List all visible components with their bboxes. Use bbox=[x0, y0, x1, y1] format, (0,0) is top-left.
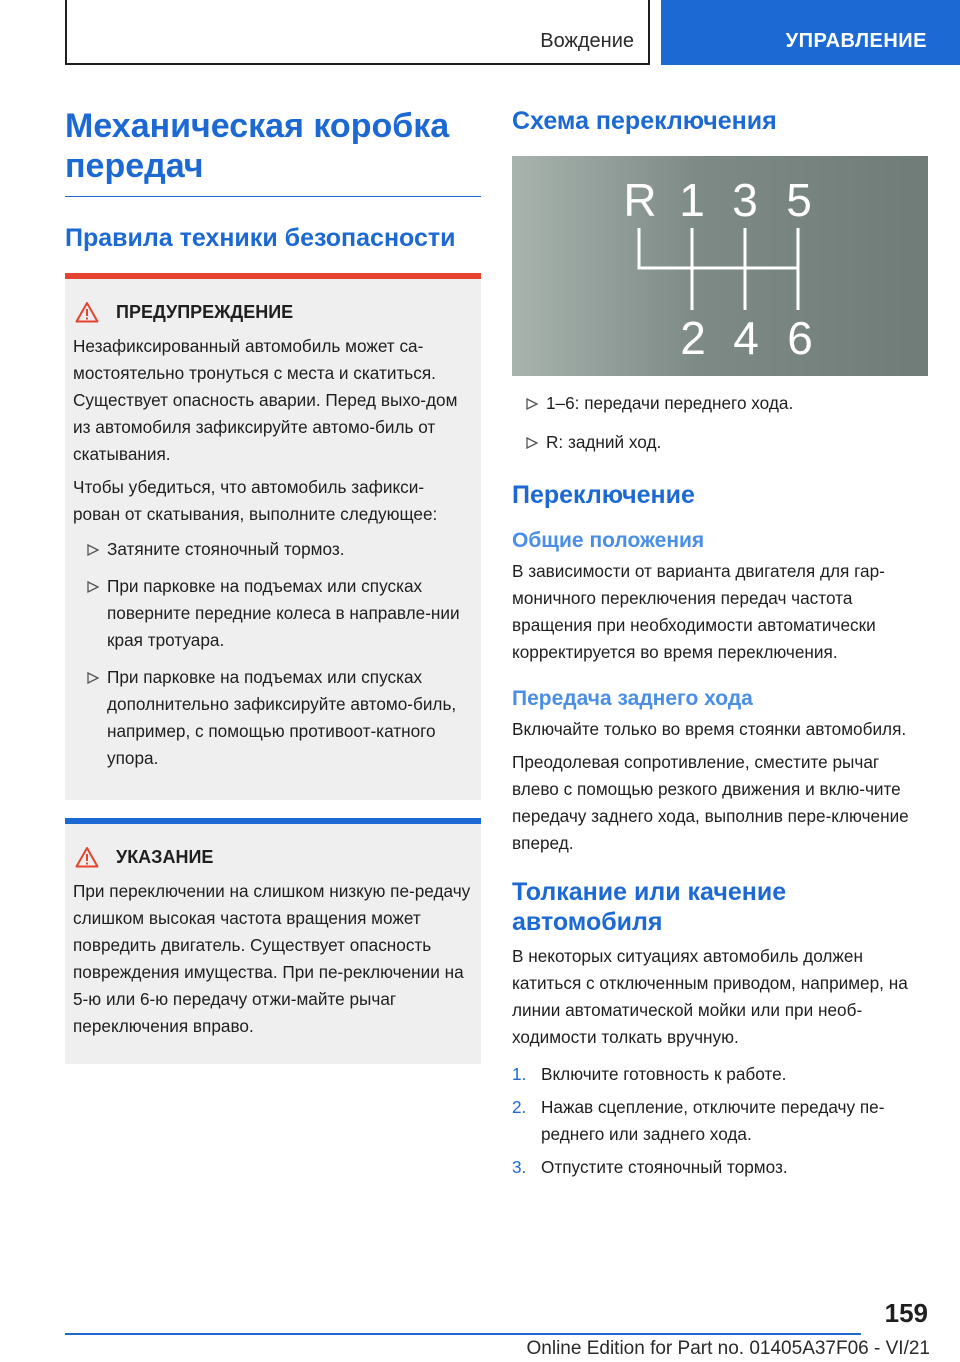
safety-heading: Правила техники безопасности bbox=[65, 224, 456, 252]
reverse-heading: Передача заднего хода bbox=[512, 687, 753, 710]
scheme-list bbox=[518, 390, 928, 456]
note-title: УКАЗАНИЕ bbox=[116, 846, 214, 867]
shift-gate-lines bbox=[639, 228, 798, 310]
note-paragraph: При переключении на слишком низкую пе-редачу слишком высокая частота вращения может повредить двигатель. Существует опасность повреждения имущества. При пе-реключении на 5-ю или 6-ю передачу отжи-майте рычаг переключения вправо. bbox=[73, 881, 471, 1036]
chapter-tab-label: УПРАВЛЕНИЕ bbox=[785, 30, 927, 52]
step-number: 3. bbox=[512, 1157, 527, 1177]
general-paragraph: В зависимости от варианта двигателя для гар-моничного переключения передач частота вращения при необходимости автоматически корректируется во время переключения. bbox=[512, 561, 885, 662]
step-text: Отпустите стояночный тормоз. bbox=[541, 1157, 788, 1177]
triangle-bullet-icon bbox=[526, 398, 538, 410]
list-item: При парковке на подъемах или спусках дополнительно зафиксируйте автомо-биль, например, с помощью противоот-катного упора. bbox=[79, 664, 471, 772]
left-column bbox=[65, 100, 481, 1064]
right-column bbox=[512, 100, 928, 1187]
list-item bbox=[512, 1154, 928, 1181]
page-title: Механическая коробка передач bbox=[65, 100, 481, 197]
chapter-tab[interactable] bbox=[661, 0, 960, 65]
shift-heading: Переключение bbox=[512, 481, 695, 509]
warning-triangle-icon bbox=[75, 846, 99, 868]
push-paragraph: В некоторых ситуациях автомобиль должен катиться с отключенным приводом, например, на линии автоматической мойки или при необ-ходимости толкать вручную. bbox=[512, 946, 908, 1047]
steps-list bbox=[512, 1061, 928, 1181]
general-heading: Общие положения bbox=[512, 529, 705, 552]
warning-box bbox=[65, 273, 481, 800]
warning-triangle-icon bbox=[75, 301, 99, 323]
warning-paragraph-2: Чтобы убедиться, что автомобиль зафикси-рован от скатывания, выполните следующее: bbox=[73, 477, 438, 524]
step-text: Нажав сцепление, отключите передачу пе-реднего или заднего хода. bbox=[541, 1097, 885, 1144]
step-number: 2. bbox=[512, 1097, 527, 1117]
note-title-row bbox=[73, 846, 471, 868]
gear-label-3: 3 bbox=[732, 174, 758, 226]
reverse-paragraph-1: Включайте только во время стоянки автомобиля. bbox=[512, 719, 907, 739]
push-heading: Толкание или качение автомобиля bbox=[512, 878, 787, 936]
triangle-bullet-icon bbox=[87, 581, 99, 593]
triangle-bullet-icon bbox=[87, 672, 99, 684]
warning-paragraph-1: Незафиксированный автомобиль может са-мостоятельно тронуться с места и скатиться. Существует опасность аварии. Перед выхо-дом из автомобиля зафиксируйте автомо-биль от скатывания. bbox=[73, 336, 458, 464]
page-number: 159 bbox=[884, 1298, 928, 1328]
gear-label-5: 5 bbox=[786, 174, 812, 226]
note-box bbox=[65, 818, 481, 1064]
warning-title: ПРЕДУПРЕЖДЕНИЕ bbox=[116, 301, 294, 322]
gear-shift-diagram bbox=[512, 156, 928, 376]
list-item bbox=[512, 1094, 928, 1148]
warning-title-row bbox=[73, 301, 471, 323]
triangle-bullet-icon bbox=[526, 437, 538, 449]
list-item bbox=[512, 1061, 928, 1088]
reverse-paragraph-2: Преодолевая сопротивление, сместите рычаг влево с помощью резкого движения и вклю-чите передачу заднего хода, выполнив пере-ключение вперед. bbox=[512, 752, 909, 853]
gear-label-1: 1 bbox=[679, 174, 705, 226]
scheme-heading: Схема переключения bbox=[512, 107, 777, 135]
gear-label-R: R bbox=[623, 174, 657, 226]
footer-edition: Online Edition for Part no. 01405A37F06 - VI/21 bbox=[526, 1338, 930, 1359]
list-item: R: задний ход. bbox=[518, 429, 928, 456]
footer-divider bbox=[65, 1333, 861, 1335]
section-tab-label: Вождение bbox=[540, 30, 634, 52]
triangle-bullet-icon bbox=[87, 544, 99, 556]
gear-label-2: 2 bbox=[680, 312, 706, 364]
list-item: 1–6: передачи переднего хода. bbox=[518, 390, 928, 417]
gear-label-6: 6 bbox=[787, 312, 813, 364]
list-item: При парковке на подъемах или спусках поверните передние колеса в направле-нии края тротуара. bbox=[79, 573, 471, 654]
shift-pattern-svg bbox=[512, 156, 928, 376]
gear-label-4: 4 bbox=[733, 312, 759, 364]
list-item: Затяните стояночный тормоз. bbox=[79, 536, 471, 563]
step-text: Включите готовность к работе. bbox=[541, 1064, 787, 1084]
section-tab[interactable] bbox=[65, 0, 650, 65]
warning-list bbox=[79, 536, 471, 772]
step-number: 1. bbox=[512, 1064, 527, 1084]
